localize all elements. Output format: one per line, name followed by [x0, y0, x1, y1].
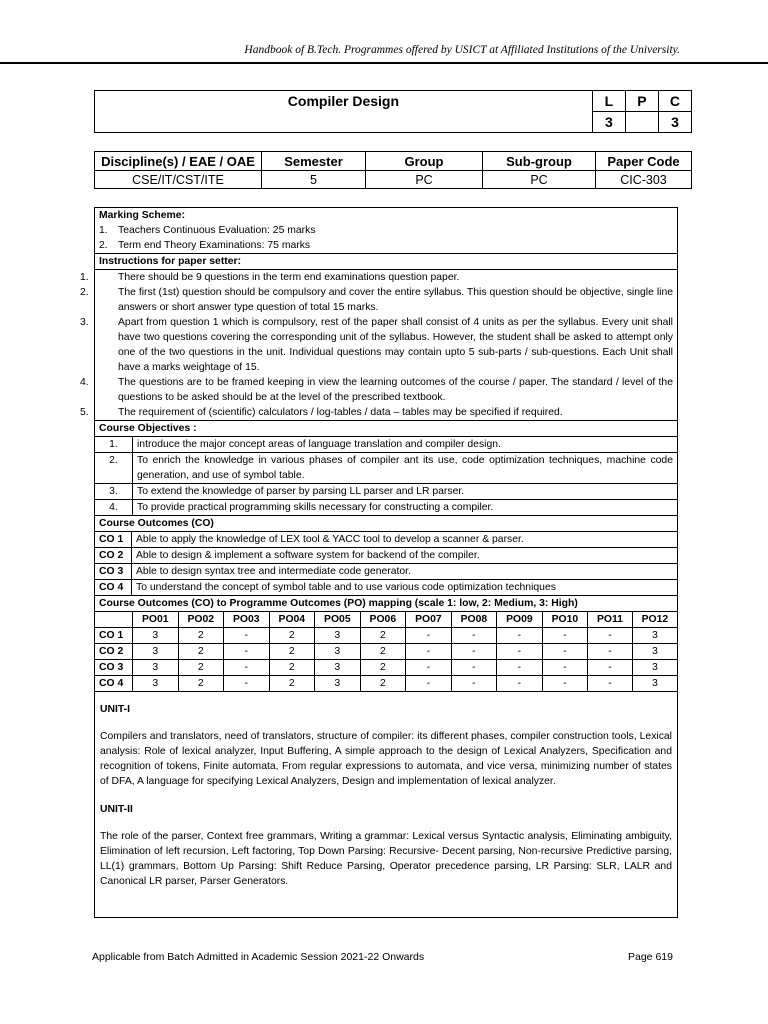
semester-value: 5	[262, 171, 366, 189]
course-title-table	[94, 90, 692, 133]
list-item: 4. The questions are to be framed keeping in view the learning outcomes of the course / paper. The standard / level of the questions to be asked should be at the level of the prescribed textbook.	[80, 377, 673, 403]
unit-text: The role of the parser, Context free grammars, Writing a grammar: Lexical versus Syntactic analysis, Eliminating ambiguity, Elimination of left recursion, Left factoring, Top Down Parsing: Recursive- Decent parsing, Non-recursive Predictive parsing, LL(1) grammars, Bottom Up Parsing: Shift Reduce Parsing, Operator precedence parsing, LR Parsing: SLR, LALR and Canonical LR parser, Parser Generators.	[100, 831, 672, 887]
group-header: Group	[366, 152, 483, 171]
l-label: L	[592, 91, 625, 112]
table-row: CO 2 3 2 - 2 3 2 - - - - - 3	[95, 644, 677, 660]
outcomes-title: Course Outcomes (CO)	[95, 516, 677, 532]
mapping-title: Course Outcomes (CO) to Programme Outcomes (PO) mapping (scale 1: low, 2: Medium, 3: High)	[95, 596, 677, 612]
p-value	[625, 112, 658, 133]
table-row: CO 1 3 2 - 2 3 2 - - - - - 3	[95, 628, 677, 644]
list-item: 1. Teachers Continuous Evaluation: 25 marks	[99, 225, 316, 236]
discipline-header: Discipline(s) / EAE / OAE	[95, 152, 262, 171]
table-row: CO 4 3 2 - 2 3 2 - - - - - 3	[95, 676, 677, 692]
syllabus-box	[80, 207, 678, 918]
footer-batch-note: Applicable from Batch Admitted in Academic Session 2021-22 Onwards	[92, 951, 425, 963]
outcome-row: CO 4 To understand the concept of symbol table and to use various code optimization techniques	[95, 580, 677, 596]
units-section	[95, 702, 677, 889]
marking-title: Marking Scheme:	[99, 210, 186, 221]
list-item: 5. The requirement of (scientific) calculators / log-tables / data – tables may be specified if required.	[80, 407, 563, 418]
outcome-row: CO 3 Able to design syntax tree and intermediate code generator.	[95, 564, 677, 580]
list-item: 3. Apart from question 1 which is compulsory, rest of the paper shall consist of 4 units as per the syllabus. Every unit shall have two questions covering the corresponding unit of the syllabus. However, the student shall be asked to attempt only one of the two questions in the unit. Individual questions may contain upto 5 sub-parts / sub-questions. Each Unit shall have a marks weightage of 15.	[80, 317, 673, 373]
outcome-row: CO 1 Able to apply the knowledge of LEX tool & YACC tool to develop a scanner & parser.	[95, 532, 677, 548]
paper-code-value: CIC-303	[596, 171, 692, 189]
objectives-title: Course Objectives :	[95, 421, 677, 437]
table-row: CO 3 3 2 - 2 3 2 - - - - - 3	[95, 660, 677, 676]
l-value: 3	[592, 112, 625, 133]
list-item: 2. The first (1st) question should be compulsory and cover the entire syllabus. This question should be objective, single line answers or short answer type question of total 15 marks.	[80, 287, 673, 313]
paper-code-header: Paper Code	[596, 152, 692, 171]
objective-row: 4. To provide practical programming skills necessary for constructing a compiler.	[95, 500, 677, 516]
subgroup-value: PC	[483, 171, 596, 189]
instructions-title: Instructions for paper setter:	[95, 254, 677, 270]
objective-row: 2. To enrich the knowledge in various phases of compiler ant its use, code optimization techniques, machine code generation, and use of symbol table.	[95, 453, 677, 484]
objective-row: 1. introduce the major concept areas of language translation and compiler design.	[95, 437, 677, 453]
discipline-value: CSE/IT/CST/ITE	[95, 171, 262, 189]
unit-title: UNIT-I	[100, 704, 131, 715]
objective-row: 3. To extend the knowledge of parser by parsing LL parser and LR parser.	[95, 484, 677, 500]
semester-header: Semester	[262, 152, 366, 171]
marking-scheme	[95, 208, 677, 254]
c-label: C	[658, 91, 691, 112]
co-po-mapping-table	[95, 612, 677, 692]
table-row: PO01 PO02 PO03 PO04 PO05 PO06 PO07 PO08 PO09 PO10 PO11 PO12	[95, 612, 677, 628]
outcome-row: CO 2 Able to design & implement a software system for backend of the compiler.	[95, 548, 677, 564]
c-value: 3	[658, 112, 691, 133]
subgroup-header: Sub-group	[483, 152, 596, 171]
unit-text: Compilers and translators, need of translators, structure of compiler: its different phases, compiler construction tools, Lexical analysis: Role of lexical analyzer, Input Buffering, A simple approach to the design of Lexical Analyzers, Specification and recognition of tokens, Finite automata, From regular expressions to automata, and vice versa, minimizing number of states of DFA, A language for specifying Lexical Analyzers, Design and implementation of lexical analyzer.	[100, 731, 672, 787]
list-item: 2. Term end Theory Examinations: 75 marks	[99, 240, 311, 251]
header-rule	[0, 62, 768, 64]
list-item: 1. There should be 9 questions in the term end examinations question paper.	[80, 272, 460, 283]
page-header: Handbook of B.Tech. Programmes offered by USICT at Affiliated Institutions of the University.	[244, 44, 680, 56]
p-label: P	[625, 91, 658, 112]
discipline-table	[94, 151, 692, 189]
instructions-list	[80, 270, 677, 421]
unit-title: UNIT-II	[100, 804, 133, 815]
group-value: PC	[366, 171, 483, 189]
course-title: Compiler Design	[95, 91, 593, 133]
page-number: Page 619	[628, 951, 673, 963]
